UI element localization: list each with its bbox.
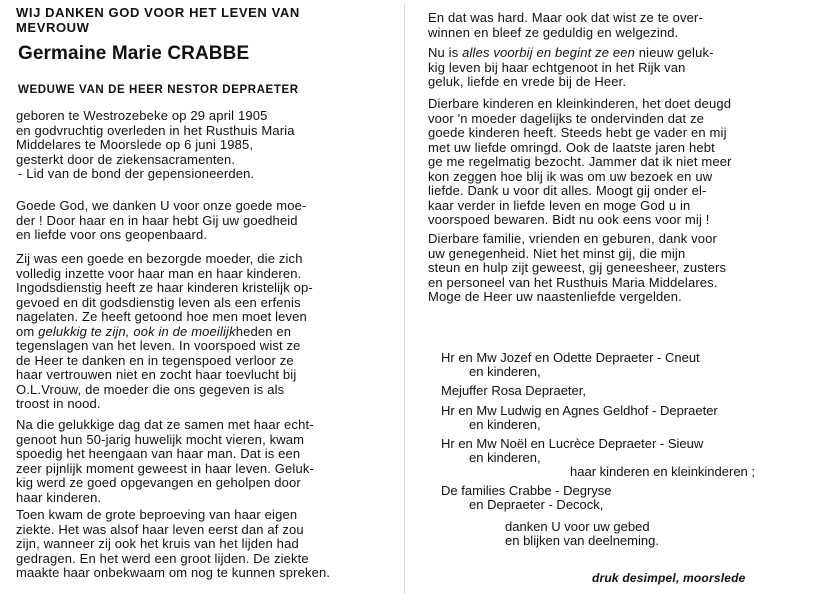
text-line: kon zeggen hoe blij ik was om uw bezoek en uw [428,168,713,184]
family-line: De families Crabbe - Degryse [441,483,612,498]
bio-line: Middelares te Moorslede op 6 juni 1985, [16,137,254,152]
text-line: zijn, wanneer zij ook het kruis van het lijden had [16,536,299,551]
bio-line: gesterkt door de ziekensacramenten. [16,151,236,167]
text-line: genoot hun 50-jarig huwelijk mocht vieren, kwam [16,431,305,447]
text-line: Ingodsdienstig heeft ze haar kinderen kristelijk op- [16,280,313,295]
text-line: Moge de Heer uw naastenliefde vergelden. [428,289,682,304]
text-line: voor 'n moeder dagelijks te ondervinden dat ze [428,110,705,126]
text-line [428,46,812,61]
text-line: tegenslagen van het leven. In voorspoed wist ze [16,338,301,353]
bio-line: - Lid van de bond der gepensioneerden. [18,166,255,181]
text-line: ziekte. Het was alsof haar leven eerst dan af zou [16,521,304,537]
text-segment: Nu is [428,45,463,60]
family-line: Mejuffer Rosa Depraeter, [441,383,586,398]
text-line: maakte haar onbekwaam om nog te kunnen spreken. [16,565,331,580]
text-line: kig werd ze goed opgevangen en geholpen door [16,475,301,490]
text-line: spoedig het heengaan van haar man. Dat is een [16,446,301,461]
family-line: Hr en Mw Noël en Lucrèce Depraeter - Sieuw [441,436,704,451]
text-line: haar kinderen. [16,489,102,505]
text-line: gedragen. En het werd een groot lijden. De ziekte [16,550,309,566]
family-line: en kinderen, [469,450,541,465]
text-line: Zij was een goede en bezorgde moeder, die zich [16,251,303,266]
paragraph-mother [16,252,402,412]
bio-line: geboren te Westrozebeke op 29 april 1905 [16,108,268,123]
text-line: gevoed en dit godsdienstig leven als een erfenis [16,294,301,310]
text-line [16,325,402,340]
thanks-line: danken U voor uw gebed [505,519,650,534]
text-line: troost in nood. [16,396,101,411]
text-line: kig leven bij haar echtgenoot in het Rijk van [428,59,686,75]
text-segment: nieuw geluk- [635,45,714,60]
text-line: nagelaten. Ze heeft getoond hoe men moet leven [16,309,307,324]
spouse-line: WEDUWE VAN DE HEER NESTOR DEPRAETER [18,84,299,96]
italic-segment: gelukkig te zijn, ook in de moeilijk [38,323,236,339]
text-line: O.L.Vrouw, de moeder die ons gegeven is als [16,381,285,397]
text-line: En dat was hard. Maar ook dat wist ze te over- [428,10,703,25]
text-line: zeer pijnlijk moment geweest in haar leven. Geluk- [16,460,314,476]
italic-segment: alles voorbij en begint ze een [462,45,636,60]
header-line: MEVROUW [16,20,90,35]
text-line: volledig inzette voor haar man en haar kinderen. [16,265,302,281]
text-line: uw genegenheid. Niet het minst gij, die mijn [428,245,686,261]
thanks-line: en blijken van deelneming. [505,533,659,548]
family-line: haar kinderen en kleinkinderen ; [570,464,756,479]
bio-block [16,109,402,182]
family-line: en kinderen, [469,364,541,379]
text-line: goede kinderen heeft. Steeds hebt ge vader en mij [428,125,727,140]
printer-credit: druk desimpel, moorslede [592,571,746,585]
text-line: kaar verder in liefde leven en moge God u in [428,197,691,213]
text-line: Dierbare familie, vrienden en geburen, dank voor [428,231,718,246]
family-line: Hr en Mw Ludwig en Agnes Geldhof - Depraeter [441,403,718,418]
text-line: en liefde voor ons geopenbaard. [16,227,208,242]
text-line: Dierbare kinderen en kleinkinderen, het doet deugd [428,96,732,111]
paragraph-illness [16,508,402,581]
text-line: winnen en bleef ze geduldig en welgezind. [428,24,679,40]
text-line: Goede God, we danken U voor onze goede moe- [16,198,307,213]
fold-divider [404,4,405,594]
paragraph-new-life [428,46,812,90]
family-line: en Depraeter - Decock, [469,497,604,512]
header-text [16,5,300,35]
text-segment: heden en [235,323,292,339]
bio-line: en godvruchtig overleden in het Rusthuis Maria [16,122,295,138]
family-line: en kinderen, [469,417,541,432]
text-segment: om [16,323,39,339]
text-line: haar vertrouwen niet en zocht haar toevlucht bij [16,367,297,382]
text-line: steun en hulp zijt geweest, gij geneesheer, zusters [428,260,727,275]
text-line: met uw liefde omringd. Ook de laatste jaren hebt [428,139,715,155]
paragraph-gratitude [16,199,402,243]
paragraph-children [428,97,812,228]
text-line: Toen kwam de grote beproeving van haar eigen [16,507,298,522]
paragraph-marriage [16,418,402,505]
text-line: voorspoed bewaren. Bidt nu ook eens voor mij ! [428,212,710,227]
paragraph-hard [428,11,812,40]
text-line: ge me regelmatig bezocht. Jammer dat ik niet meer [428,154,732,169]
family-line: Hr en Mw Jozef en Odette Depraeter - Cneut [441,350,700,365]
text-line: Na die gelukkige dag dat ze samen met haar echt- [16,417,314,432]
deceased-name: Germaine Marie CRABBE [18,43,250,64]
header-line: WIJ DANKEN GOD VOOR HET LEVEN VAN [16,5,300,20]
text-line: en personeel van het Rusthuis Maria Middelares. [428,274,718,290]
text-line: geluk, liefde en vrede bij de Heer. [428,74,627,89]
text-line: de Heer te danken en in tegenspoed verloor ze [16,352,294,368]
paragraph-family [428,232,812,305]
text-line: liefde. Dank u voor dit alles. Moogt gij onder el- [428,183,707,198]
text-line: der ! Door haar en in haar hebt Gij uw goedheid [16,212,298,228]
